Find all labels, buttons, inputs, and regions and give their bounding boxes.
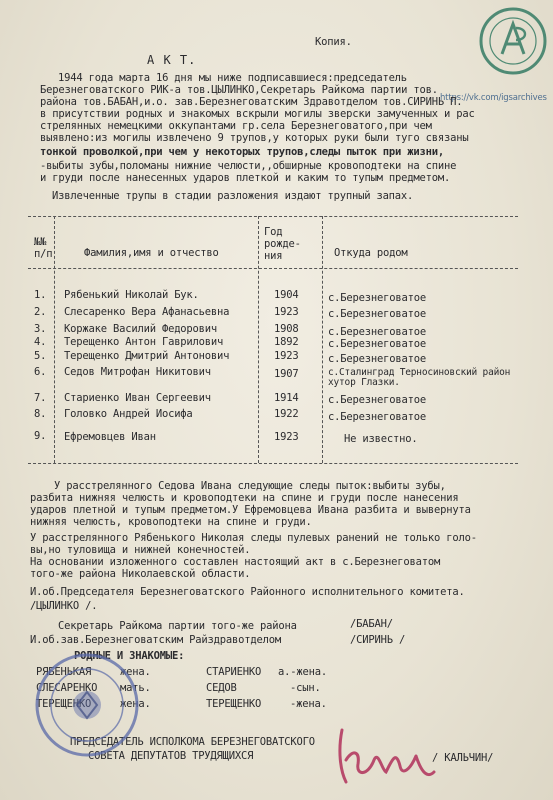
relative-role: жена. (120, 666, 151, 678)
row-year: 1907 (274, 368, 299, 380)
table-divider (258, 216, 259, 463)
row-name: Терещенко Дмитрий Антонович (64, 350, 230, 362)
row-name: Коржаке Василий Федорович (64, 323, 218, 335)
intro-line: стрелянных немецкими оккупантами гр.села Березнеговатого,при чем (40, 120, 432, 132)
council-name: / КАЛЬЧИН/ (432, 752, 494, 764)
row-origin: с.Березнеговатое (328, 353, 426, 365)
intro-line: в присутствии родных и знакомых вскрыли могилы зверски замученных и рас (40, 108, 475, 120)
intro-line: и груди после нанесенных ударов плеткой и каким то тупым предметом. (40, 172, 451, 184)
body-line: разбита нижняя челюсть и кровоподтеки на спине и груди после нанесения (30, 492, 459, 504)
row-name: Рябенький Николай Бук. (64, 289, 199, 301)
row-year: 1892 (274, 336, 299, 348)
body-line: вы,но туловища и нижней конечностей. (30, 544, 251, 556)
chair-line: И.об.Председателя Березнеговатского Районного исполнительного комитета. (30, 586, 465, 598)
row-year: 1908 (274, 323, 299, 335)
table-rule (28, 216, 518, 217)
row-name: Головко Андрей Иосифа (64, 408, 193, 420)
copy-label: Копия. (315, 36, 352, 48)
chair-name: /ЦЫЛИНКО /. (30, 600, 98, 612)
row-year: 1922 (274, 408, 299, 420)
row-name: Слесаренко Вера Афанасьевна (64, 306, 230, 318)
col-header-num: №№ п/п (34, 236, 53, 260)
council-line: ПРЕДСЕДАТЕЛЬ ИСПОЛКОМА БЕРЕЗНЕГОВАТСКОГО (70, 736, 315, 748)
relative-name: ТЕРЕЩЕНКО (36, 698, 92, 710)
body-line: ударов плетной и тупым предметом.У Ефремовцева Ивана разбита и вывернута (30, 504, 471, 516)
intro-line: Извлеченные трупы в стадии разложения издают трупный запах. (52, 190, 414, 202)
intro-line: района тов.БАБАН,и.о. зав.Березнеговатским Здравотделом тов.СИРИНЬ П. (40, 96, 463, 108)
col-header-year: Год рожде- ния (264, 226, 301, 262)
row-origin: с.Березнеговатое (328, 326, 426, 338)
row-year: 1923 (274, 306, 299, 318)
body-line: У расстрелянного Седова Ивана следующие следы пыток:выбиты зубы, (54, 480, 446, 492)
secretary-name: /БАБАН/ (350, 618, 393, 630)
row-num: 7. (34, 392, 47, 404)
row-origin: с.Березнеговатое (328, 338, 426, 350)
intro-line: Березнеговатского РИК-а тов.ЦЫЛИНКО,Секретарь Райкома партии тов. (40, 84, 438, 96)
row-num: 5. (34, 350, 47, 362)
row-origin: с.Сталинград Терносиновский район хутор Глазки. (328, 367, 511, 388)
body-line: У расстрелянного Рябенького Николая следы пулевых ранений не только голо- (30, 532, 477, 544)
page-title: А К Т. (147, 53, 197, 67)
row-year: 1904 (274, 289, 299, 301)
col-header-name: Фамилия,имя и отчество (84, 247, 219, 259)
relatives-header: РОДНЫЕ И ЗНАКОМЫЕ: (74, 650, 185, 662)
handwritten-signature-icon (330, 720, 440, 790)
council-line: СОВЕТА ДЕПУТАТОВ ТРУДЯЩИХСЯ (88, 750, 254, 762)
intro-line: тонкой проволкой,при чем у некоторых трупов,следы пыток при жизни, (40, 146, 445, 158)
health-name: /СИРИНЬ / (350, 634, 406, 646)
table-rule (28, 268, 518, 269)
row-name: Ефремовцев Иван (64, 431, 156, 443)
relative-role: -жена. (290, 698, 327, 710)
row-num: 9. (34, 430, 47, 442)
row-origin: с.Березнеговатое (328, 292, 426, 304)
relative-role: жена. (120, 698, 151, 710)
table-divider (54, 216, 55, 463)
official-stamp-icon (32, 650, 142, 760)
row-num: 4. (34, 336, 47, 348)
relative-name: СТАРИЕНКО (206, 666, 262, 678)
relative-name: ТЕРЕЩЕНКО (206, 698, 262, 710)
row-year: 1914 (274, 392, 299, 404)
row-num: 2. (34, 306, 47, 318)
col-header-origin: Откуда родом (334, 247, 408, 259)
table-rule (28, 463, 518, 464)
intro-line: 1944 года марта 16 дня мы ниже подписавшиеся:председатель (58, 72, 407, 84)
row-origin: с.Березнеговатое (328, 308, 426, 320)
row-num: 1. (34, 289, 47, 301)
relative-name: СЕДОВ (206, 682, 237, 694)
row-origin: с.Березнеговатое (328, 411, 426, 423)
archive-seal-icon (478, 6, 548, 76)
relative-role: мать. (120, 682, 151, 694)
body-line: нижняя челюсть, кровоподтеки на спине и груди. (30, 516, 312, 528)
row-origin: Не известно. (344, 433, 418, 445)
relative-role: а.-жена. (278, 666, 327, 678)
row-origin: с.Березнеговатое (328, 394, 426, 406)
relative-name: РЯБЕНЬКАЯ (36, 666, 92, 678)
row-num: 8. (34, 408, 47, 420)
row-name: Терещенко Антон Гаврилович (64, 336, 224, 348)
relative-name: СЛЕСАРЕНКО (36, 682, 98, 694)
intro-line: выявлено:из могилы извлечено 9 трупов,у которых руки были туго связаны (40, 132, 469, 144)
watermark-url: https://vk.com/igsarchives (440, 93, 547, 103)
row-name: Стариенко Иван Сергеевич (64, 392, 211, 404)
intro-line: -выбиты зубы,поломаны нижние челюсти,,обширные кровоподтеки на спине (40, 160, 457, 172)
secretary-line: Секретарь Райкома партии того-же района (58, 620, 297, 632)
row-year: 1923 (274, 350, 299, 362)
health-line: И.об.зав.Березнеговатским Райздравотделом (30, 634, 281, 646)
relative-role: -сын. (290, 682, 321, 694)
row-name: Седов Митрофан Никитович (64, 366, 211, 378)
table-divider (322, 216, 323, 463)
body-line: того-же района Николаевской области. (30, 568, 251, 580)
row-num: 3. (34, 323, 47, 335)
row-num: 6. (34, 366, 47, 378)
body-line: На основании изложенного составлен настоящий акт в с.Березнеговатом (30, 556, 441, 568)
row-year: 1923 (274, 431, 299, 443)
